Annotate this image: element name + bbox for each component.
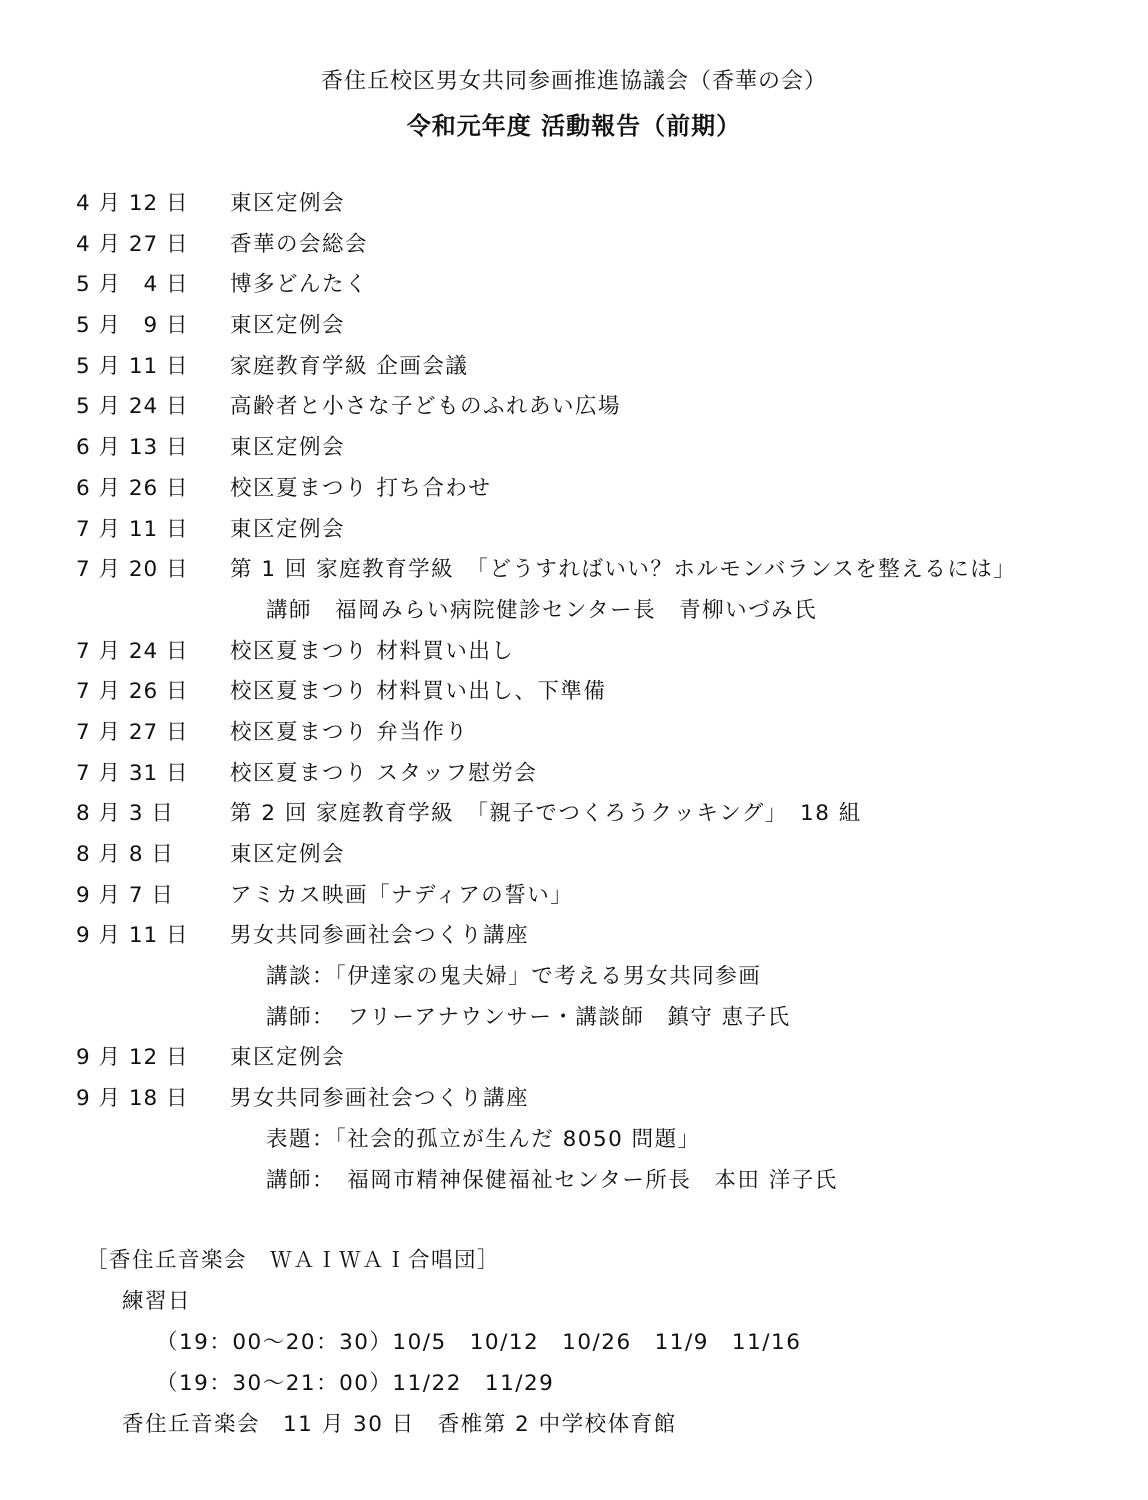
entry-date: 4 月 12 日 <box>76 191 189 216</box>
concert-info: 香住丘音楽会 11 月 30 日 香椎第 2 中学校体育館 <box>122 1412 677 1437</box>
choir-heading: ［香住丘音楽会 ＷＡＩＷＡＩ合唱団］ <box>86 1248 501 1273</box>
entry-activity: 東区定例会 <box>230 842 346 867</box>
entry-detail: 講師： 福岡市精神保健福祉センター所長 本田 洋子氏 <box>266 1167 838 1193</box>
entry-date: 5 月 24 日 <box>76 394 189 420</box>
entry-activity: 校区夏まつり スタッフ慰労会 <box>230 760 538 786</box>
schedule-entry <box>76 550 1116 591</box>
entry-activity: 高齢者と小さな子どものふれあい広場 <box>230 394 622 420</box>
schedule-entry <box>76 754 1116 795</box>
entry-detail: 講師： フリーアナウンサー・講談師 鎮守 恵子氏 <box>266 1004 791 1030</box>
activity-schedule <box>76 184 1116 1201</box>
entry-activity: 東区定例会 <box>230 313 346 339</box>
entry-date: 7 月 26 日 <box>76 679 189 705</box>
entry-activity: 校区夏まつり 材料買い出し、下準備 <box>230 679 607 705</box>
entry-activity: 東区定例会 <box>230 516 346 542</box>
practice-session-1: （19：00〜20：30）10/5 10/12 10/26 11/9 11/16 <box>156 1330 802 1355</box>
entry-date: 7 月 20 日 <box>76 557 189 583</box>
entry-date: 9 月 11 日 <box>76 923 189 949</box>
schedule-detail-line <box>76 591 1116 632</box>
schedule-entry <box>76 632 1116 673</box>
schedule-entry <box>76 876 1116 917</box>
schedule-entry <box>76 794 1116 835</box>
entry-activity: 香華の会総会 <box>230 231 369 257</box>
entry-date: 5 月 11 日 <box>76 353 189 379</box>
entry-date: 4 月 27 日 <box>76 231 189 257</box>
entry-date: 6 月 26 日 <box>76 475 189 501</box>
report-title: 令和元年度 活動報告（前期） <box>406 112 742 140</box>
entry-date: 7 月 11 日 <box>76 516 189 542</box>
entry-date: 9 月 12 日 <box>76 1045 189 1071</box>
schedule-entry <box>76 347 1116 388</box>
entry-activity: 校区夏まつり 弁当作り <box>230 719 469 745</box>
schedule-entry <box>76 1038 1116 1079</box>
entry-activity: 校区夏まつり 打ち合わせ <box>230 475 492 501</box>
schedule-entry <box>76 835 1116 876</box>
practice-session-2: （19：30〜21：00）11/22 11/29 <box>156 1371 555 1396</box>
entry-activity: 男女共同参画社会つくり講座 <box>230 1086 530 1112</box>
schedule-entry <box>76 510 1116 551</box>
entry-date: 5 月 4 日 <box>76 272 189 298</box>
entry-activity: アミカス映画「ナディアの誓い」 <box>230 882 574 908</box>
entry-activity: 博多どんたく <box>230 272 369 298</box>
schedule-entry <box>76 306 1116 347</box>
entry-activity: 東区定例会 <box>230 191 346 216</box>
entry-date: 7 月 24 日 <box>76 638 189 664</box>
schedule-entry <box>76 672 1116 713</box>
entry-date: 7 月 27 日 <box>76 719 189 745</box>
entry-date: 9 月 7 日 <box>76 882 174 908</box>
entry-activity: 校区夏まつり 材料買い出し <box>230 638 515 664</box>
entry-date: 8 月 3 日 <box>76 801 174 827</box>
entry-activity: 東区定例会 <box>230 435 346 461</box>
practice-label: 練習日 <box>122 1289 192 1314</box>
entry-date: 6 月 13 日 <box>76 435 189 461</box>
entry-detail: 講談：「伊達家の鬼夫婦」で考える男女共同参画 <box>266 964 762 990</box>
schedule-entry <box>76 184 1116 225</box>
schedule-entry <box>76 387 1116 428</box>
schedule-entry <box>76 428 1116 469</box>
schedule-entry <box>76 225 1116 266</box>
schedule-entry <box>76 265 1116 306</box>
entry-date: 7 月 31 日 <box>76 760 189 786</box>
entry-activity: 家庭教育学級 企画会議 <box>230 353 469 379</box>
entry-activity: 第 2 回 家庭教育学級 「親子でつくろうクッキング」 18 組 <box>230 801 862 827</box>
schedule-detail-line <box>76 1161 1116 1202</box>
schedule-entry <box>76 916 1116 957</box>
entry-date: 8 月 8 日 <box>76 842 174 867</box>
schedule-entry <box>76 469 1116 510</box>
schedule-entry <box>76 1079 1116 1120</box>
schedule-entry <box>76 713 1116 754</box>
entry-date: 9 月 18 日 <box>76 1086 189 1112</box>
choir-section <box>86 1240 1126 1445</box>
entry-activity: 東区定例会 <box>230 1045 346 1071</box>
schedule-detail-line <box>76 957 1116 998</box>
entry-detail: 表題：「社会的孤立が生んだ 8050 問題」 <box>266 1126 701 1152</box>
schedule-detail-line <box>76 998 1116 1039</box>
entry-date: 5 月 9 日 <box>76 313 189 339</box>
organization-title: 香住丘校区男女共同参画推進協議会（香華の会） <box>320 69 827 94</box>
schedule-detail-line <box>76 1120 1116 1161</box>
entry-activity: 男女共同参画社会つくり講座 <box>230 923 530 949</box>
entry-detail: 講師 福岡みらい病院健診センター長 青柳いづみ氏 <box>266 597 818 623</box>
entry-activity: 第 1 回 家庭教育学級 「どうすればいい？ホルモンバランスを整えるには」 <box>230 557 1017 583</box>
